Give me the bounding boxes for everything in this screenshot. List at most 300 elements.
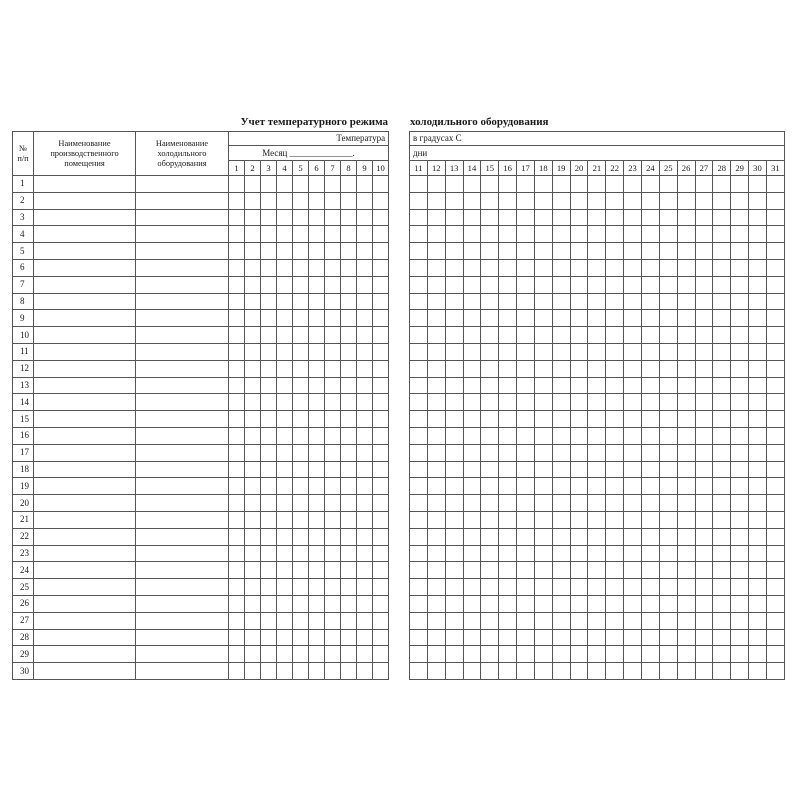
temperature-cell[interactable] <box>588 276 606 293</box>
temperature-cell[interactable] <box>552 293 570 310</box>
equipment-name-cell[interactable] <box>136 511 229 528</box>
temperature-cell[interactable] <box>357 226 373 243</box>
temperature-cell[interactable] <box>677 663 695 680</box>
temperature-cell[interactable] <box>341 612 357 629</box>
temperature-cell[interactable] <box>341 243 357 260</box>
temperature-cell[interactable] <box>427 528 445 545</box>
temperature-cell[interactable] <box>606 209 624 226</box>
temperature-cell[interactable] <box>481 176 499 193</box>
temperature-cell[interactable] <box>606 343 624 360</box>
temperature-cell[interactable] <box>427 343 445 360</box>
temperature-cell[interactable] <box>277 612 293 629</box>
temperature-cell[interactable] <box>293 646 309 663</box>
temperature-cell[interactable] <box>731 243 749 260</box>
room-name-cell[interactable] <box>34 444 136 461</box>
temperature-cell[interactable] <box>517 629 535 646</box>
temperature-cell[interactable] <box>293 562 309 579</box>
room-name-cell[interactable] <box>34 293 136 310</box>
temperature-cell[interactable] <box>552 612 570 629</box>
temperature-cell[interactable] <box>325 327 341 344</box>
temperature-cell[interactable] <box>695 259 713 276</box>
temperature-cell[interactable] <box>534 226 552 243</box>
temperature-cell[interactable] <box>309 495 325 512</box>
temperature-cell[interactable] <box>445 259 463 276</box>
temperature-cell[interactable] <box>427 511 445 528</box>
temperature-cell[interactable] <box>552 360 570 377</box>
temperature-cell[interactable] <box>427 310 445 327</box>
temperature-cell[interactable] <box>517 461 535 478</box>
temperature-cell[interactable] <box>659 612 677 629</box>
temperature-cell[interactable] <box>713 579 731 596</box>
temperature-cell[interactable] <box>445 495 463 512</box>
temperature-cell[interactable] <box>659 427 677 444</box>
temperature-cell[interactable] <box>309 612 325 629</box>
temperature-cell[interactable] <box>570 192 588 209</box>
temperature-cell[interactable] <box>245 511 261 528</box>
temperature-cell[interactable] <box>373 394 389 411</box>
temperature-cell[interactable] <box>624 545 642 562</box>
temperature-cell[interactable] <box>463 293 481 310</box>
room-name-cell[interactable] <box>34 192 136 209</box>
temperature-cell[interactable] <box>534 461 552 478</box>
equipment-name-cell[interactable] <box>136 360 229 377</box>
temperature-cell[interactable] <box>659 360 677 377</box>
temperature-cell[interactable] <box>749 226 767 243</box>
temperature-cell[interactable] <box>695 612 713 629</box>
temperature-cell[interactable] <box>463 663 481 680</box>
temperature-cell[interactable] <box>606 646 624 663</box>
temperature-cell[interactable] <box>481 511 499 528</box>
temperature-cell[interactable] <box>641 176 659 193</box>
temperature-cell[interactable] <box>410 646 428 663</box>
temperature-cell[interactable] <box>373 528 389 545</box>
temperature-cell[interactable] <box>309 327 325 344</box>
temperature-cell[interactable] <box>261 545 277 562</box>
temperature-cell[interactable] <box>245 209 261 226</box>
temperature-cell[interactable] <box>445 394 463 411</box>
temperature-cell[interactable] <box>570 629 588 646</box>
temperature-cell[interactable] <box>641 646 659 663</box>
room-name-cell[interactable] <box>34 612 136 629</box>
temperature-cell[interactable] <box>277 545 293 562</box>
temperature-cell[interactable] <box>552 377 570 394</box>
temperature-cell[interactable] <box>641 579 659 596</box>
temperature-cell[interactable] <box>325 562 341 579</box>
temperature-cell[interactable] <box>606 495 624 512</box>
temperature-cell[interactable] <box>606 310 624 327</box>
temperature-cell[interactable] <box>517 327 535 344</box>
temperature-cell[interactable] <box>766 478 784 495</box>
temperature-cell[interactable] <box>606 461 624 478</box>
temperature-cell[interactable] <box>481 259 499 276</box>
temperature-cell[interactable] <box>481 444 499 461</box>
temperature-cell[interactable] <box>570 276 588 293</box>
temperature-cell[interactable] <box>731 461 749 478</box>
temperature-cell[interactable] <box>731 478 749 495</box>
temperature-cell[interactable] <box>445 427 463 444</box>
temperature-cell[interactable] <box>677 528 695 545</box>
equipment-name-cell[interactable] <box>136 528 229 545</box>
temperature-cell[interactable] <box>410 310 428 327</box>
temperature-cell[interactable] <box>309 192 325 209</box>
room-name-cell[interactable] <box>34 209 136 226</box>
temperature-cell[interactable] <box>261 511 277 528</box>
temperature-cell[interactable] <box>309 562 325 579</box>
temperature-cell[interactable] <box>570 646 588 663</box>
temperature-cell[interactable] <box>309 411 325 428</box>
temperature-cell[interactable] <box>677 310 695 327</box>
equipment-name-cell[interactable] <box>136 478 229 495</box>
temperature-cell[interactable] <box>373 243 389 260</box>
temperature-cell[interactable] <box>606 276 624 293</box>
temperature-cell[interactable] <box>341 461 357 478</box>
temperature-cell[interactable] <box>357 411 373 428</box>
temperature-cell[interactable] <box>427 243 445 260</box>
temperature-cell[interactable] <box>325 377 341 394</box>
temperature-cell[interactable] <box>410 495 428 512</box>
temperature-cell[interactable] <box>277 528 293 545</box>
temperature-cell[interactable] <box>445 528 463 545</box>
temperature-cell[interactable] <box>463 646 481 663</box>
temperature-cell[interactable] <box>229 444 245 461</box>
temperature-cell[interactable] <box>534 495 552 512</box>
temperature-cell[interactable] <box>534 360 552 377</box>
temperature-cell[interactable] <box>641 478 659 495</box>
temperature-cell[interactable] <box>534 327 552 344</box>
temperature-cell[interactable] <box>749 192 767 209</box>
temperature-cell[interactable] <box>552 511 570 528</box>
temperature-cell[interactable] <box>427 579 445 596</box>
temperature-cell[interactable] <box>293 579 309 596</box>
temperature-cell[interactable] <box>357 243 373 260</box>
temperature-cell[interactable] <box>766 226 784 243</box>
temperature-cell[interactable] <box>749 612 767 629</box>
temperature-cell[interactable] <box>659 629 677 646</box>
temperature-cell[interactable] <box>277 276 293 293</box>
temperature-cell[interactable] <box>677 360 695 377</box>
temperature-cell[interactable] <box>677 243 695 260</box>
temperature-cell[interactable] <box>410 562 428 579</box>
temperature-cell[interactable] <box>588 444 606 461</box>
temperature-cell[interactable] <box>695 595 713 612</box>
temperature-cell[interactable] <box>481 646 499 663</box>
room-name-cell[interactable] <box>34 495 136 512</box>
temperature-cell[interactable] <box>624 663 642 680</box>
temperature-cell[interactable] <box>588 226 606 243</box>
temperature-cell[interactable] <box>641 495 659 512</box>
temperature-cell[interactable] <box>341 259 357 276</box>
temperature-cell[interactable] <box>695 495 713 512</box>
temperature-cell[interactable] <box>659 377 677 394</box>
temperature-cell[interactable] <box>427 192 445 209</box>
temperature-cell[interactable] <box>373 612 389 629</box>
temperature-cell[interactable] <box>659 461 677 478</box>
temperature-cell[interactable] <box>731 511 749 528</box>
temperature-cell[interactable] <box>463 394 481 411</box>
temperature-cell[interactable] <box>624 612 642 629</box>
temperature-cell[interactable] <box>695 411 713 428</box>
temperature-cell[interactable] <box>499 360 517 377</box>
temperature-cell[interactable] <box>534 411 552 428</box>
temperature-cell[interactable] <box>713 276 731 293</box>
temperature-cell[interactable] <box>309 176 325 193</box>
temperature-cell[interactable] <box>713 360 731 377</box>
temperature-cell[interactable] <box>695 461 713 478</box>
temperature-cell[interactable] <box>677 478 695 495</box>
temperature-cell[interactable] <box>517 478 535 495</box>
temperature-cell[interactable] <box>293 259 309 276</box>
temperature-cell[interactable] <box>325 461 341 478</box>
temperature-cell[interactable] <box>659 293 677 310</box>
temperature-cell[interactable] <box>749 310 767 327</box>
temperature-cell[interactable] <box>517 360 535 377</box>
temperature-cell[interactable] <box>373 595 389 612</box>
temperature-cell[interactable] <box>427 562 445 579</box>
temperature-cell[interactable] <box>373 629 389 646</box>
temperature-cell[interactable] <box>552 327 570 344</box>
room-name-cell[interactable] <box>34 511 136 528</box>
temperature-cell[interactable] <box>245 528 261 545</box>
temperature-cell[interactable] <box>766 511 784 528</box>
temperature-cell[interactable] <box>766 629 784 646</box>
temperature-cell[interactable] <box>410 394 428 411</box>
temperature-cell[interactable] <box>713 377 731 394</box>
equipment-name-cell[interactable] <box>136 411 229 428</box>
temperature-cell[interactable] <box>606 377 624 394</box>
room-name-cell[interactable] <box>34 276 136 293</box>
temperature-cell[interactable] <box>659 495 677 512</box>
temperature-cell[interactable] <box>766 646 784 663</box>
temperature-cell[interactable] <box>766 276 784 293</box>
temperature-cell[interactable] <box>695 427 713 444</box>
temperature-cell[interactable] <box>445 579 463 596</box>
temperature-cell[interactable] <box>731 495 749 512</box>
temperature-cell[interactable] <box>427 226 445 243</box>
temperature-cell[interactable] <box>517 226 535 243</box>
temperature-cell[interactable] <box>517 646 535 663</box>
temperature-cell[interactable] <box>713 310 731 327</box>
temperature-cell[interactable] <box>517 612 535 629</box>
temperature-cell[interactable] <box>606 192 624 209</box>
temperature-cell[interactable] <box>245 663 261 680</box>
temperature-cell[interactable] <box>481 192 499 209</box>
temperature-cell[interactable] <box>481 360 499 377</box>
equipment-name-cell[interactable] <box>136 343 229 360</box>
temperature-cell[interactable] <box>341 360 357 377</box>
temperature-cell[interactable] <box>552 562 570 579</box>
temperature-cell[interactable] <box>309 209 325 226</box>
temperature-cell[interactable] <box>277 377 293 394</box>
temperature-cell[interactable] <box>410 293 428 310</box>
temperature-cell[interactable] <box>261 478 277 495</box>
equipment-name-cell[interactable] <box>136 276 229 293</box>
temperature-cell[interactable] <box>499 327 517 344</box>
temperature-cell[interactable] <box>570 327 588 344</box>
room-name-cell[interactable] <box>34 360 136 377</box>
temperature-cell[interactable] <box>463 259 481 276</box>
temperature-cell[interactable] <box>357 612 373 629</box>
temperature-cell[interactable] <box>695 293 713 310</box>
temperature-cell[interactable] <box>695 579 713 596</box>
temperature-cell[interactable] <box>293 595 309 612</box>
room-name-cell[interactable] <box>34 629 136 646</box>
temperature-cell[interactable] <box>659 276 677 293</box>
temperature-cell[interactable] <box>588 545 606 562</box>
temperature-cell[interactable] <box>325 343 341 360</box>
temperature-cell[interactable] <box>731 360 749 377</box>
temperature-cell[interactable] <box>552 243 570 260</box>
temperature-cell[interactable] <box>517 192 535 209</box>
temperature-cell[interactable] <box>325 646 341 663</box>
equipment-name-cell[interactable] <box>136 192 229 209</box>
temperature-cell[interactable] <box>309 243 325 260</box>
equipment-name-cell[interactable] <box>136 579 229 596</box>
temperature-cell[interactable] <box>695 360 713 377</box>
temperature-cell[interactable] <box>641 595 659 612</box>
temperature-cell[interactable] <box>713 243 731 260</box>
temperature-cell[interactable] <box>499 310 517 327</box>
temperature-cell[interactable] <box>624 327 642 344</box>
temperature-cell[interactable] <box>624 646 642 663</box>
temperature-cell[interactable] <box>713 495 731 512</box>
temperature-cell[interactable] <box>261 360 277 377</box>
temperature-cell[interactable] <box>445 192 463 209</box>
temperature-cell[interactable] <box>229 377 245 394</box>
temperature-cell[interactable] <box>463 176 481 193</box>
temperature-cell[interactable] <box>277 478 293 495</box>
temperature-cell[interactable] <box>695 528 713 545</box>
temperature-cell[interactable] <box>517 545 535 562</box>
temperature-cell[interactable] <box>357 562 373 579</box>
equipment-name-cell[interactable] <box>136 377 229 394</box>
temperature-cell[interactable] <box>293 478 309 495</box>
temperature-cell[interactable] <box>624 461 642 478</box>
temperature-cell[interactable] <box>373 478 389 495</box>
temperature-cell[interactable] <box>245 427 261 444</box>
temperature-cell[interactable] <box>677 327 695 344</box>
temperature-cell[interactable] <box>229 176 245 193</box>
temperature-cell[interactable] <box>695 377 713 394</box>
room-name-cell[interactable] <box>34 579 136 596</box>
temperature-cell[interactable] <box>677 411 695 428</box>
temperature-cell[interactable] <box>766 360 784 377</box>
temperature-cell[interactable] <box>588 377 606 394</box>
temperature-cell[interactable] <box>713 612 731 629</box>
temperature-cell[interactable] <box>624 176 642 193</box>
temperature-cell[interactable] <box>570 209 588 226</box>
temperature-cell[interactable] <box>357 394 373 411</box>
temperature-cell[interactable] <box>325 595 341 612</box>
temperature-cell[interactable] <box>641 545 659 562</box>
temperature-cell[interactable] <box>293 360 309 377</box>
temperature-cell[interactable] <box>245 562 261 579</box>
room-name-cell[interactable] <box>34 243 136 260</box>
temperature-cell[interactable] <box>410 427 428 444</box>
temperature-cell[interactable] <box>534 427 552 444</box>
temperature-cell[interactable] <box>427 360 445 377</box>
temperature-cell[interactable] <box>445 444 463 461</box>
temperature-cell[interactable] <box>341 427 357 444</box>
temperature-cell[interactable] <box>373 663 389 680</box>
temperature-cell[interactable] <box>695 511 713 528</box>
temperature-cell[interactable] <box>309 444 325 461</box>
room-name-cell[interactable] <box>34 478 136 495</box>
temperature-cell[interactable] <box>309 293 325 310</box>
temperature-cell[interactable] <box>410 343 428 360</box>
temperature-cell[interactable] <box>325 444 341 461</box>
temperature-cell[interactable] <box>731 192 749 209</box>
temperature-cell[interactable] <box>357 327 373 344</box>
temperature-cell[interactable] <box>463 579 481 596</box>
temperature-cell[interactable] <box>534 663 552 680</box>
temperature-cell[interactable] <box>277 327 293 344</box>
temperature-cell[interactable] <box>373 192 389 209</box>
temperature-cell[interactable] <box>445 343 463 360</box>
temperature-cell[interactable] <box>427 377 445 394</box>
temperature-cell[interactable] <box>677 495 695 512</box>
temperature-cell[interactable] <box>373 259 389 276</box>
temperature-cell[interactable] <box>534 293 552 310</box>
temperature-cell[interactable] <box>713 209 731 226</box>
temperature-cell[interactable] <box>713 562 731 579</box>
temperature-cell[interactable] <box>427 209 445 226</box>
temperature-cell[interactable] <box>410 444 428 461</box>
temperature-cell[interactable] <box>245 612 261 629</box>
temperature-cell[interactable] <box>659 192 677 209</box>
temperature-cell[interactable] <box>293 209 309 226</box>
temperature-cell[interactable] <box>309 310 325 327</box>
temperature-cell[interactable] <box>641 612 659 629</box>
temperature-cell[interactable] <box>731 276 749 293</box>
temperature-cell[interactable] <box>357 276 373 293</box>
temperature-cell[interactable] <box>325 226 341 243</box>
equipment-name-cell[interactable] <box>136 310 229 327</box>
temperature-cell[interactable] <box>325 259 341 276</box>
temperature-cell[interactable] <box>309 663 325 680</box>
temperature-cell[interactable] <box>445 176 463 193</box>
temperature-cell[interactable] <box>445 243 463 260</box>
temperature-cell[interactable] <box>659 444 677 461</box>
temperature-cell[interactable] <box>245 259 261 276</box>
temperature-cell[interactable] <box>499 629 517 646</box>
temperature-cell[interactable] <box>341 310 357 327</box>
equipment-name-cell[interactable] <box>136 545 229 562</box>
temperature-cell[interactable] <box>245 226 261 243</box>
temperature-cell[interactable] <box>481 528 499 545</box>
temperature-cell[interactable] <box>534 176 552 193</box>
temperature-cell[interactable] <box>677 511 695 528</box>
temperature-cell[interactable] <box>341 495 357 512</box>
temperature-cell[interactable] <box>499 495 517 512</box>
temperature-cell[interactable] <box>427 394 445 411</box>
temperature-cell[interactable] <box>588 478 606 495</box>
temperature-cell[interactable] <box>357 629 373 646</box>
temperature-cell[interactable] <box>606 176 624 193</box>
temperature-cell[interactable] <box>293 444 309 461</box>
temperature-cell[interactable] <box>552 192 570 209</box>
temperature-cell[interactable] <box>731 663 749 680</box>
temperature-cell[interactable] <box>245 478 261 495</box>
temperature-cell[interactable] <box>229 360 245 377</box>
temperature-cell[interactable] <box>624 411 642 428</box>
temperature-cell[interactable] <box>325 629 341 646</box>
temperature-cell[interactable] <box>749 394 767 411</box>
temperature-cell[interactable] <box>534 243 552 260</box>
temperature-cell[interactable] <box>325 243 341 260</box>
temperature-cell[interactable] <box>766 176 784 193</box>
temperature-cell[interactable] <box>261 327 277 344</box>
temperature-cell[interactable] <box>641 343 659 360</box>
